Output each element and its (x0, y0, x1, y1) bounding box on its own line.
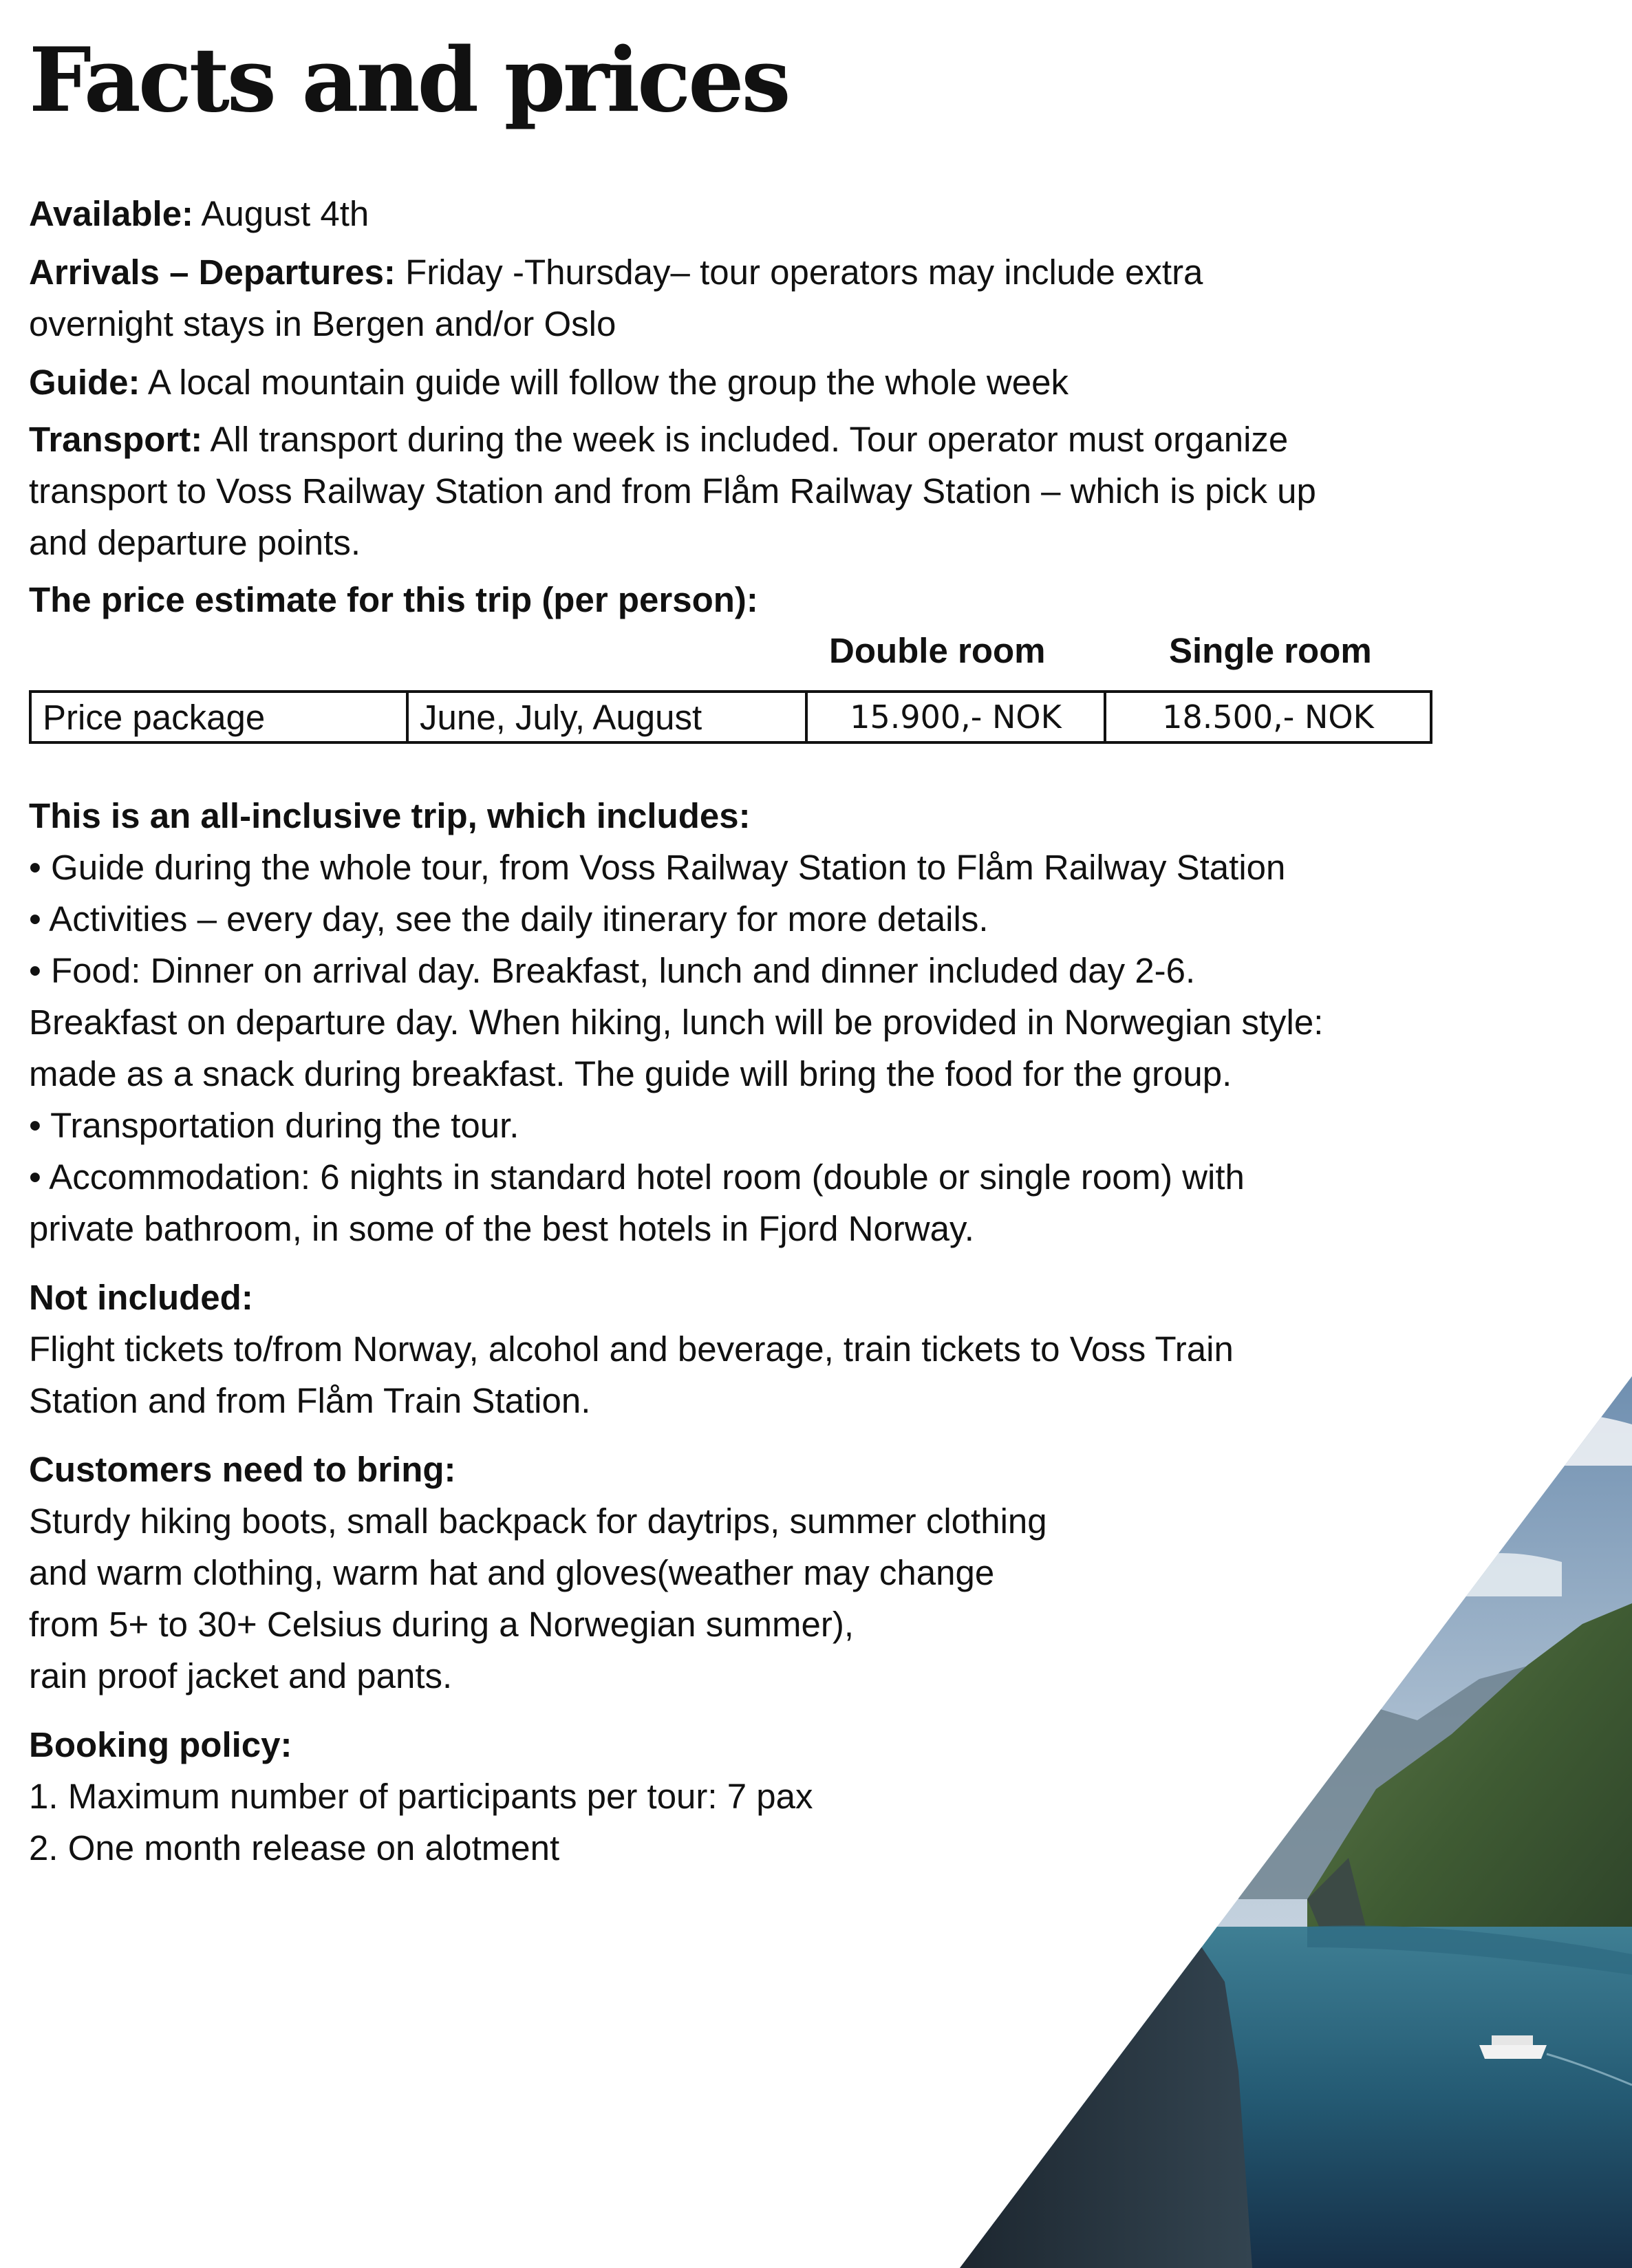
price-package-label: Price package (30, 692, 407, 742)
column-header-single-room: Single room (1169, 631, 1372, 670)
bring-heading: Customers need to bring: (29, 1450, 456, 1489)
available-line (29, 188, 369, 239)
transport-line: and departure points. (29, 523, 361, 562)
price-period: June, July, August (407, 692, 806, 742)
price-table (29, 690, 1432, 744)
list-item: private bathroom, in some of the best hotels in Fjord Norway. (29, 1209, 974, 1248)
transport-label: Transport: (29, 420, 203, 459)
column-header-double-room: Double room (829, 631, 1046, 670)
list-item: • Accommodation: 6 nights in standard hotel room (double or single room) with (29, 1157, 1245, 1197)
guide-line (29, 356, 1069, 408)
arrivals-label: Arrivals – Departures: (29, 253, 396, 292)
list-item: • Activities – every day, see the daily itinerary for more details. (29, 899, 989, 939)
booking-item: 2. One month release on alotment (29, 1828, 560, 1868)
booking-item: 1. Maximum number of participants per tour: 7 pax (29, 1777, 813, 1816)
list-item: • Guide during the whole tour, from Voss Railway Station to Flåm Railway Station (29, 848, 1286, 887)
bring-text: and warm clothing, warm hat and gloves(weather may change (29, 1553, 995, 1592)
bring-text: rain proof jacket and pants. (29, 1656, 453, 1695)
single-room-price: 18.500,- NOK (1105, 692, 1431, 742)
guide-value: A local mountain guide will follow the group the whole week (140, 363, 1069, 402)
page-title: Facts and prices (29, 29, 788, 132)
available-label: Available: (29, 194, 194, 233)
arrivals-line: overnight stays in Bergen and/or Oslo (29, 304, 616, 343)
list-item: • Food: Dinner on arrival day. Breakfast, lunch and dinner included day 2-6. (29, 951, 1196, 990)
table-row (30, 692, 1431, 742)
arrivals-line (29, 246, 1203, 298)
bring-text: Sturdy hiking boots, small backpack for daytrips, summer clothing (29, 1501, 1047, 1541)
list-item: • Transportation during the tour. (29, 1106, 519, 1145)
list-item: made as a snack during breakfast. The guide will bring the food for the group. (29, 1054, 1232, 1093)
arrivals-text: Friday -Thursday– tour operators may include extra (395, 253, 1203, 292)
double-room-price: 15.900,- NOK (806, 692, 1105, 742)
not-included-text: Station and from Flåm Train Station. (29, 1381, 591, 1420)
transport-line: transport to Voss Railway Station and from Flåm Railway Station – which is pick up (29, 471, 1316, 511)
list-item: Breakfast on departure day. When hiking, lunch will be provided in Norwegian style: (29, 1003, 1324, 1042)
includes-heading: This is an all-inclusive trip, which includes: (29, 796, 751, 835)
transport-text: All transport during the week is included. Tour operator must organize (202, 420, 1289, 459)
price-estimate-heading: The price estimate for this trip (per person): (29, 580, 758, 619)
not-included-text: Flight tickets to/from Norway, alcohol and beverage, train tickets to Voss Train (29, 1329, 1234, 1369)
guide-label: Guide: (29, 363, 140, 402)
available-value: August 4th (193, 194, 369, 233)
bring-text: from 5+ to 30+ Celsius during a Norwegian summer), (29, 1605, 855, 1644)
transport-line (29, 414, 1288, 465)
not-included-heading: Not included: (29, 1278, 253, 1317)
booking-heading: Booking policy: (29, 1725, 292, 1764)
